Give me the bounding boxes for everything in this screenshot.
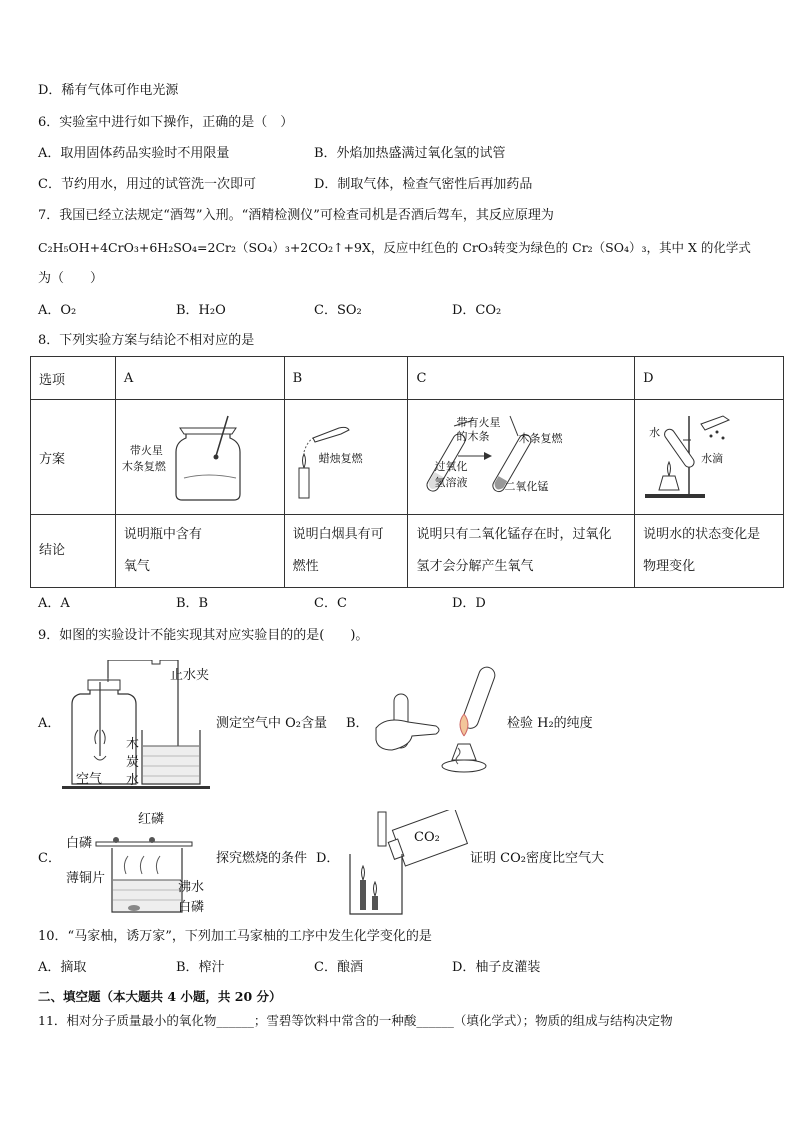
conclusion-line: 说明只有二氧化锰存在时，过氧化 xyxy=(416,527,612,542)
q9-a-water: 水 xyxy=(126,773,140,788)
q9-c-copper-sheet: 薄铜片 xyxy=(66,871,106,886)
q8-option-b: B．B xyxy=(176,596,209,611)
q7-stem-end: 为（ ） xyxy=(38,271,104,286)
fig-d-t2: 水滴 xyxy=(701,452,724,465)
fig-c-t5: 氢溶液 xyxy=(434,476,468,489)
q10-option-b: B．榨汁 xyxy=(176,960,225,975)
fig-c-t2: 的木条 xyxy=(456,430,490,443)
q9-stem: 9．如图的实验设计不能实现其对应实验目的的是( )。 xyxy=(38,628,369,643)
table-row xyxy=(31,357,784,400)
conclusion-a xyxy=(115,515,284,588)
fig-d-t1: 水 xyxy=(649,426,661,439)
q8-option-a: A．A xyxy=(38,596,70,611)
q9-c-white-phosphorus-2: 白磷 xyxy=(178,900,205,915)
q5-option-d: D．稀有气体可作电光源 xyxy=(38,83,179,98)
q9-c-red-phosphorus: 红磷 xyxy=(138,812,165,827)
conclusion-line: 燃性 xyxy=(292,559,319,574)
water-heating-figure xyxy=(639,406,749,506)
q9-a-charcoal-1: 木 xyxy=(126,737,140,752)
table-header: A xyxy=(115,357,284,400)
q7-option-b: B．H₂O xyxy=(176,303,226,318)
table-header: C xyxy=(408,357,635,400)
fig-c-t6: 二氧化锰 xyxy=(504,480,549,493)
q7-option-c: C．SO₂ xyxy=(314,303,362,318)
conclusion-line: 说明白烟具有可 xyxy=(292,527,384,542)
conclusion-line: 氢才会分解产生氧气 xyxy=(416,559,534,574)
q10-stem: 10．“马家柚，诱万家”，下列加工马家柚的工序中发生化学变化的是 xyxy=(38,929,432,944)
conclusion-line: 说明水的状态变化是 xyxy=(643,527,761,542)
q7-equation: C₂H₅OH+4CrO₃+6H₂SO₄=2Cr₂（SO₄）₃+2CO₂↑+9X， xyxy=(38,240,384,255)
conclusion-d xyxy=(635,515,784,588)
q8-table xyxy=(30,356,784,588)
q8-stem: 8．下列实验方案与结论不相对应的是 xyxy=(38,333,255,348)
q8-option-c: C．C xyxy=(314,596,347,611)
q11-stem: 11．相对分子质量最小的氧化物______；雪碧等饮料中常含的一种酸______（填化学式）；物质的组成与结构决定物 xyxy=(38,1013,673,1028)
q6-option-d: D．制取气体，检查气密性后再加药品 xyxy=(314,177,533,192)
q10-option-a: A．摘取 xyxy=(38,960,87,975)
q9-c-label: C． xyxy=(38,851,61,866)
q9-a-air: 空气 xyxy=(76,772,103,787)
fig-c-t1: 带有火星 xyxy=(456,416,501,429)
q6-option-b: B．外焰加热盛满过氧化氢的试管 xyxy=(314,146,506,161)
section-title: 二、填空题（本大题共 4 小题，共 20 分） xyxy=(38,989,282,1004)
q9-a-purpose: 测定空气中 O₂含量 xyxy=(216,716,328,731)
table-row xyxy=(31,515,784,588)
q9-d-gas-label: CO₂ xyxy=(414,830,440,845)
plan-b-cell xyxy=(284,400,408,515)
row-label-conclusion: 结论 xyxy=(31,515,116,588)
conclusion-line: 物理变化 xyxy=(643,559,696,574)
q9-a-charcoal-2: 炭 xyxy=(126,755,140,770)
q9-c-white-phosphorus: 白磷 xyxy=(66,836,93,851)
q9-a-label: A． xyxy=(38,716,61,731)
q7-option-a: A．O₂ xyxy=(38,303,77,318)
conclusion-line: 说明瓶中含有 xyxy=(123,527,202,542)
plan-c-cell xyxy=(408,400,635,515)
conclusion-b xyxy=(284,515,408,588)
plan-d-cell xyxy=(635,400,784,515)
q6-option-c: C．节约用水，用过的试管洗一次即可 xyxy=(38,177,256,192)
fig-c-t4: 过氧化 xyxy=(434,460,468,473)
q9-b-purpose: 检验 H₂的纯度 xyxy=(507,716,593,731)
q8-option-d: D．D xyxy=(452,596,486,611)
q6-stem: 6．实验室中进行如下操作，正确的是（ ） xyxy=(38,115,294,130)
q7-equation-tail: 反应中红色的 CrO₃转变为绿色的 Cr₂（SO₄）₃，其中 X 的化学式 xyxy=(383,240,751,255)
fig-c-t3: 木条复燃 xyxy=(518,432,563,445)
table-header: B xyxy=(284,357,408,400)
fig-a-text1: 带火星 xyxy=(129,444,163,457)
plan-a-cell xyxy=(115,400,284,515)
q6-option-a: A．取用固体药品实验时不用限量 xyxy=(38,146,230,161)
conclusion-c xyxy=(408,515,635,588)
q10-option-d: D．柚子皮灌装 xyxy=(452,960,541,975)
q9-c-boiling-water: 沸水 xyxy=(178,880,205,895)
q9-d-purpose: 证明 CO₂密度比空气大 xyxy=(470,851,604,866)
q7-option-d: D．CO₂ xyxy=(452,303,502,318)
q9-c-purpose: 探究燃烧的条件 xyxy=(216,851,308,866)
co2-density-figure xyxy=(340,810,470,918)
fig-a-text2: 木条复燃 xyxy=(121,460,166,473)
q9-d-label: D． xyxy=(316,851,340,866)
q9-a-clip: 止水夹 xyxy=(170,668,210,683)
fig-b-text: 蜡烛复燃 xyxy=(318,452,363,465)
q10-option-c: C．酿酒 xyxy=(314,960,363,975)
hydrogen-purity-test-figure xyxy=(372,664,502,782)
conclusion-line: 氧气 xyxy=(123,559,150,574)
table-header: D xyxy=(635,357,784,400)
q7-stem: 7．我国已经立法规定“酒驾”入刑。“酒精检测仪”可检查司机是否酒后驾车，其反应原理为 xyxy=(38,208,554,223)
row-label-plan: 方案 xyxy=(31,400,116,515)
table-row xyxy=(31,400,784,515)
q7-equation-line xyxy=(38,239,751,257)
q9-b-label: B． xyxy=(346,716,369,731)
table-header: 选项 xyxy=(31,357,116,400)
